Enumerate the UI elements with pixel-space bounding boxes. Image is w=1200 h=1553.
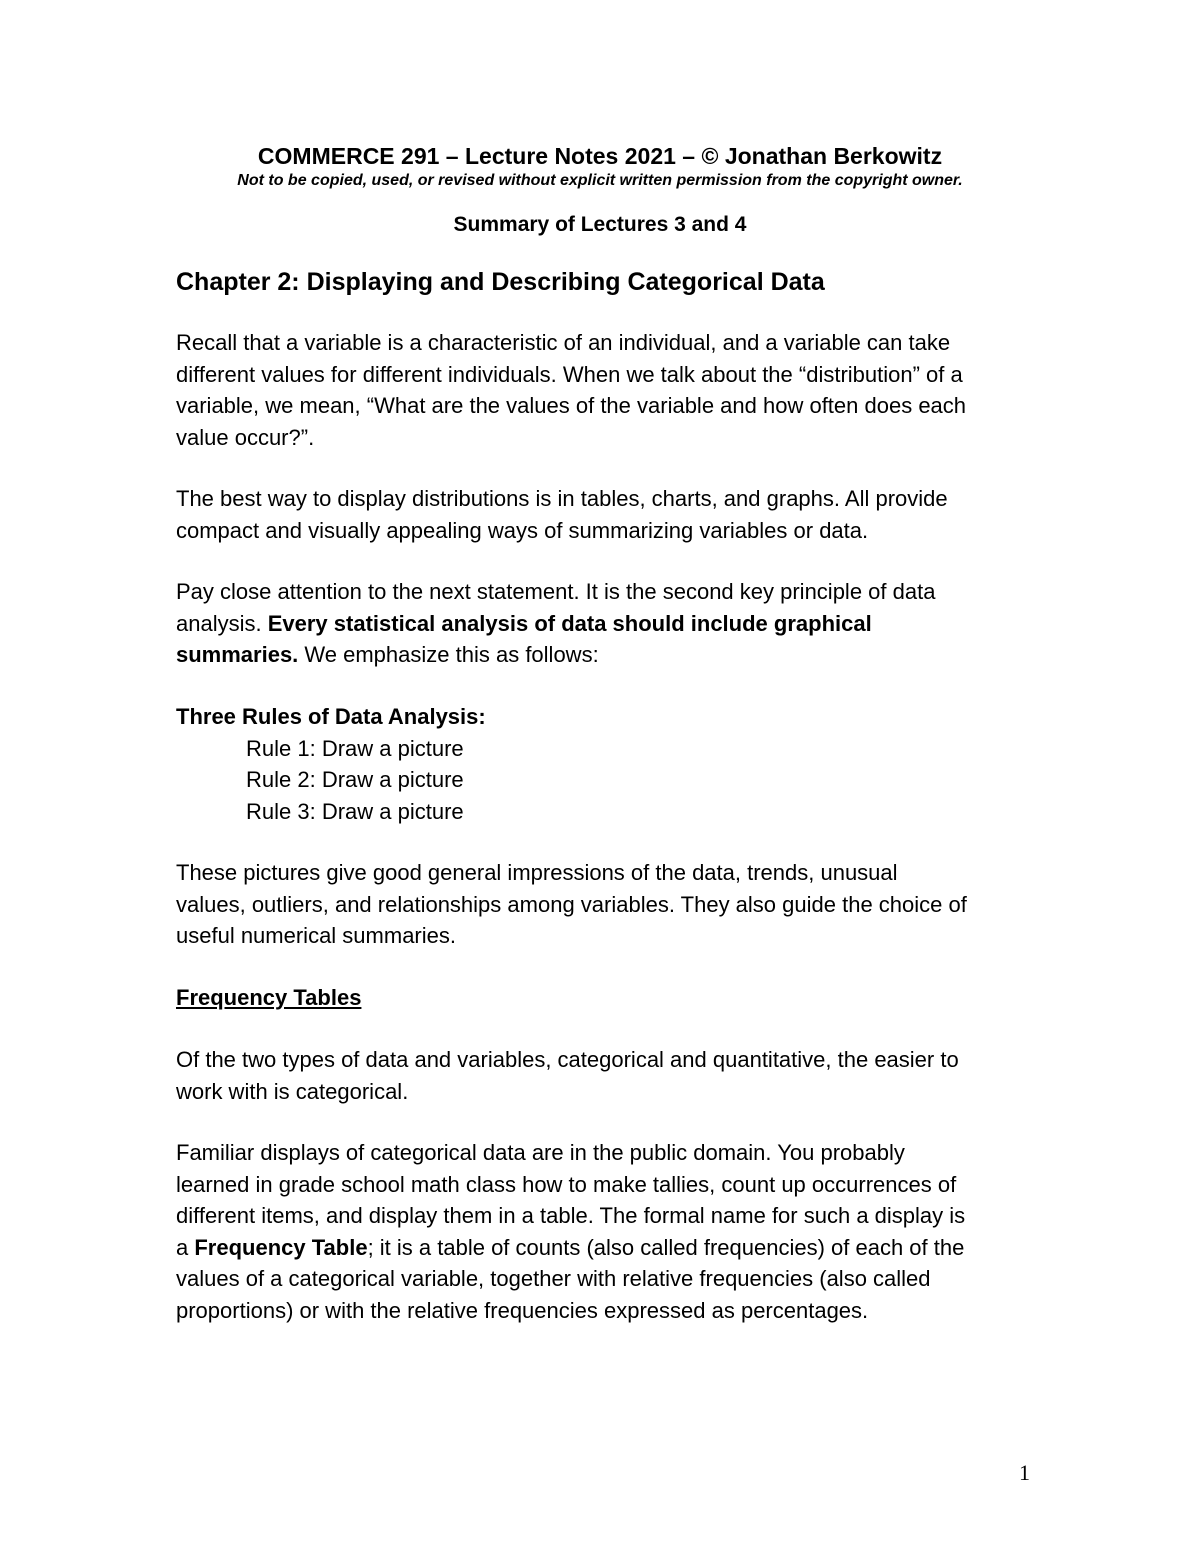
text-line: Pay close attention to the next statement. It is the second key principle of data [176,579,936,604]
text-line: useful numerical summaries. [176,923,456,948]
copyright-notice: Not to be copied, used, or revised without explicit written permission from the copyright owner. [237,172,963,189]
text-line: The best way to display distributions is in tables, charts, and graphs. All provide [176,486,948,511]
document-title: COMMERCE 291 – Lecture Notes 2021 – © Jonathan Berkowitz [257,143,943,169]
paragraph-familiar-displays [176,1137,1046,1326]
text-line: compact and visually appealing ways of summarizing variables or data. [176,517,869,543]
text-line: variable, we mean, “What are the values of the variable and how often does each [176,393,967,418]
frequency-table-term: Frequency Table [194,1234,368,1260]
text-line: value occur?”. [176,424,315,450]
paragraph-display-distributions [176,483,1046,546]
section-heading: Frequency Tables [176,985,362,1010]
paragraph-data-types [176,1044,1046,1107]
text-line: different values for different individuals. When we talk about the “distribution” of a [176,361,963,387]
rule-item: Rule 2: Draw a picture [246,767,464,792]
text-line: values, outliers, and relationships among variables. They also guide the choice of [176,891,967,917]
text-span: We emphasize this as follows: [298,642,599,667]
text-line: proportions) or with the relative frequencies expressed as percentages. [176,1297,869,1323]
text-span: analysis. [176,610,268,636]
text-line: These pictures give good general impressions of the data, trends, unusual [176,860,898,885]
text-line [176,639,1046,671]
rule-item: Rule 1: Draw a picture [246,735,464,761]
key-principle-emphasis: summaries. [176,642,299,667]
text-span: ; it is a table of counts (also called frequencies) of each of the [367,1234,965,1260]
rules-heading: Three Rules of Data Analysis: [176,704,486,729]
text-line: Familiar displays of categorical data are in the public domain. You probably [176,1140,905,1165]
summary-heading: Summary of Lectures 3 and 4 [453,213,747,236]
text-line: different items, and display them in a table. The formal name for such a display is [176,1203,966,1228]
text-line: learned in grade school math class how to make tallies, count up occurrences of [176,1171,957,1197]
paragraph-key-principle [176,576,1046,671]
paragraph-variable-definition [176,327,1046,453]
text-line [176,1232,1046,1264]
text-line: values of a categorical variable, together with relative frequencies (also called [176,1266,931,1291]
text-line: work with is categorical. [176,1078,409,1104]
chapter-heading: Chapter 2: Displaying and Describing Categorical Data [176,268,825,296]
rule-item: Rule 3: Draw a picture [246,798,464,824]
text-line [176,608,1046,640]
paragraph-pictures [176,857,1046,952]
text-span: a [176,1234,195,1260]
text-line: Of the two types of data and variables, categorical and quantitative, the easier to [176,1047,959,1072]
text-line: Recall that a variable is a characteristic of an individual, and a variable can take [176,330,951,355]
rules-list [176,701,1046,827]
page-number: 1 [1019,1460,1030,1485]
key-principle-emphasis: Every statistical analysis of data should include graphical [267,610,872,636]
